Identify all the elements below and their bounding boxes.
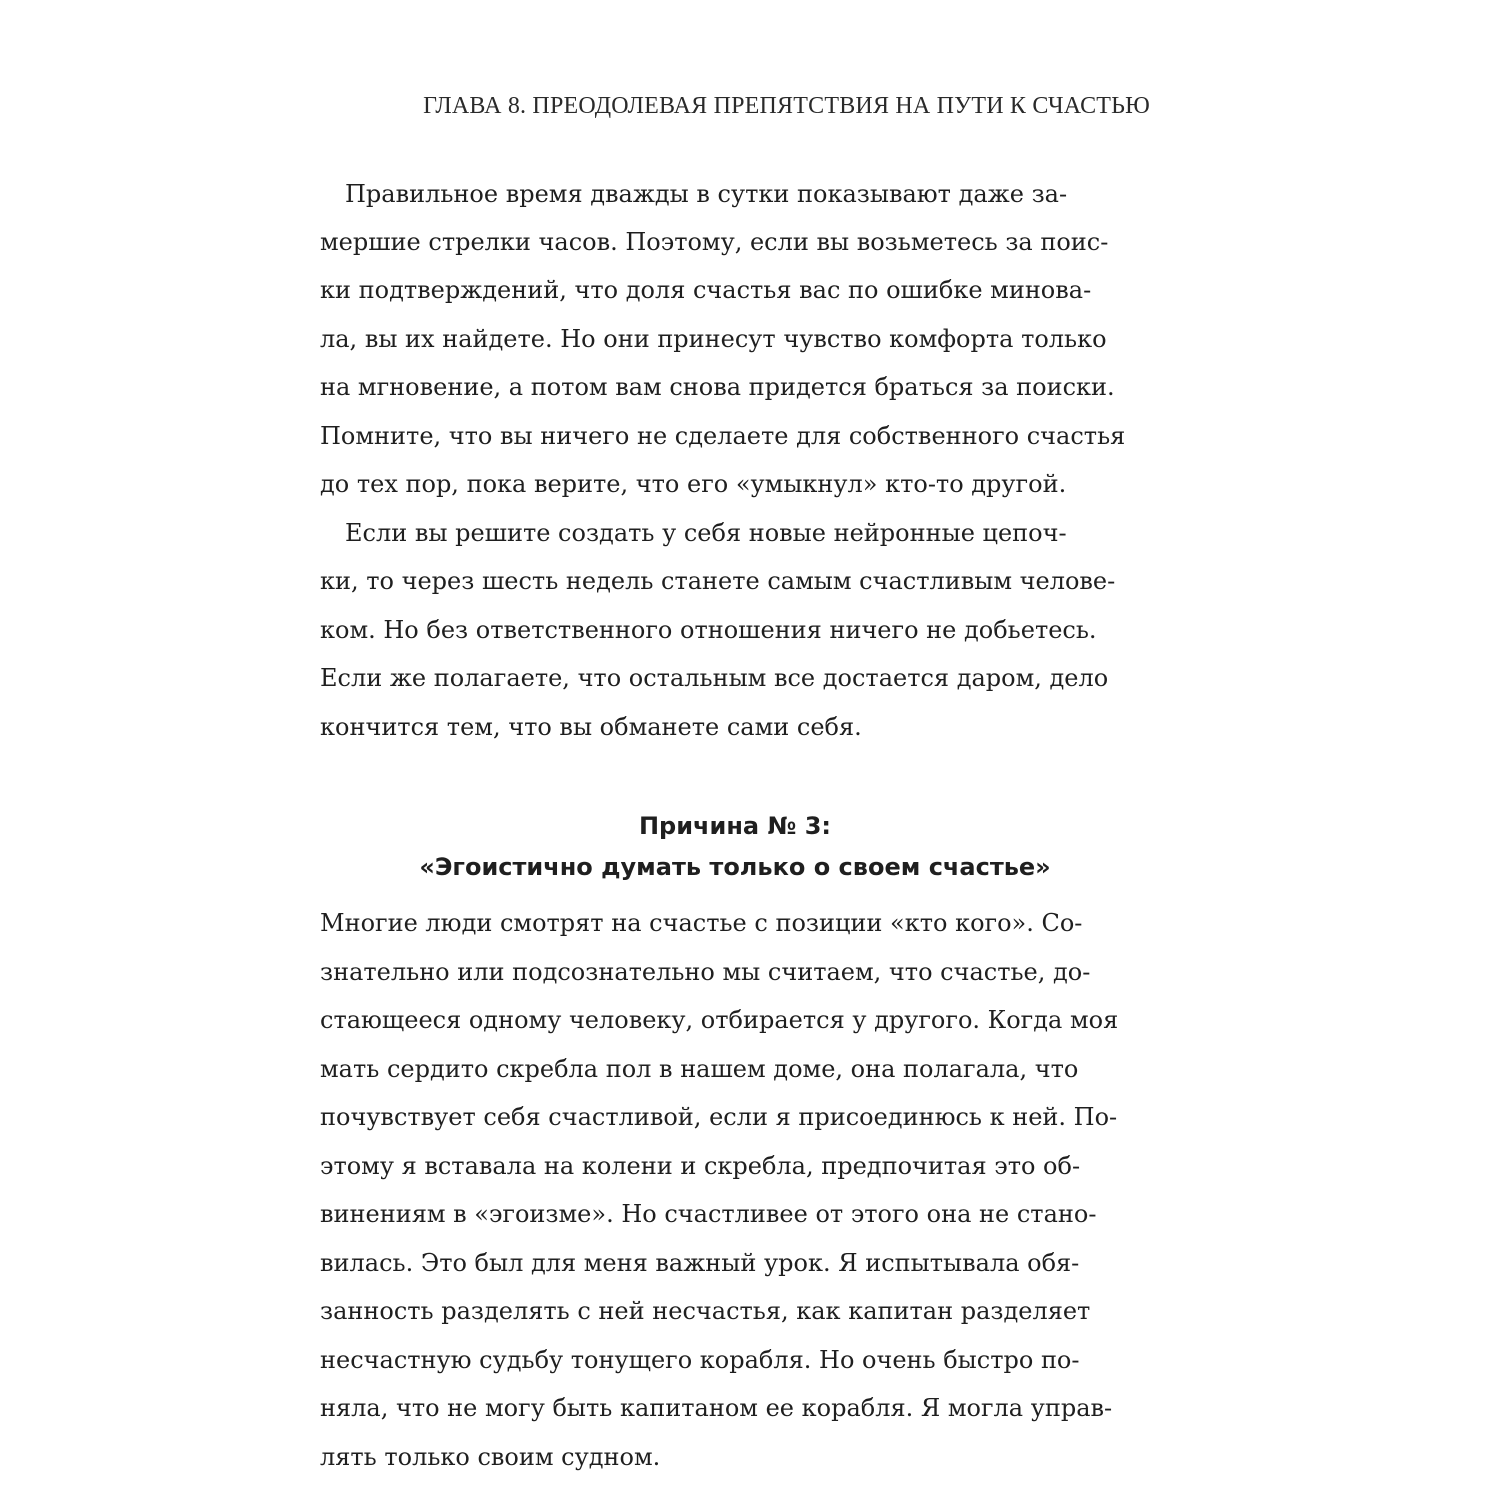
section-heading-line: «Эгоистично думать только о своем счастье» (419, 853, 1051, 881)
section-line: няла, что не могу быть капитаном ее корабля. Я могла управ- (320, 1394, 1113, 1422)
section-line: несчастную судьбу тонущего корабля. Но очень быстро по- (320, 1346, 1080, 1374)
section-heading-line: Причина № 3: (638, 812, 832, 840)
paragraph-line: Если же полагаете, что остальным все достается даром, дело (320, 664, 1109, 692)
section-line: Многие люди смотрят на счастье с позиции «кто кого». Со- (320, 909, 1083, 937)
paragraph-line: ки, то через шесть недель станете самым счастливым челове- (320, 567, 1116, 595)
section-line: почувствует себя счастливой, если я присоединюсь к ней. По- (320, 1103, 1118, 1131)
section-line: знательно или подсознательно мы считаем, что счастье, до- (320, 958, 1091, 986)
paragraph-line: ла, вы их найдете. Но они принесут чувство комфорта только (320, 325, 1107, 353)
section-line: этому я вставала на колени и скребла, предпочитая это об- (320, 1152, 1081, 1180)
section-line: занность разделять с ней несчастья, как капитан разделяет (320, 1297, 1091, 1325)
running-header: ГЛАВА 8. ПРЕОДОЛЕВАЯ ПРЕПЯТСТВИЯ НА ПУТИ К СЧАСТЬЮ (423, 93, 1150, 119)
paragraph-line: Если вы решите создать у себя новые нейронные цепоч- (345, 519, 1067, 547)
paragraph-line: мершие стрелки часов. Поэтому, если вы возьметесь за поис- (320, 228, 1109, 256)
paragraph-line: до тех пор, пока верите, что его «умыкнул» кто-то другой. (320, 470, 1067, 498)
paragraph-line: на мгновение, а потом вам снова придется браться за поиски. (320, 373, 1115, 401)
paragraph-line: ком. Но без ответственного отношения ничего не добьетесь. (320, 616, 1097, 644)
section-line: мать сердито скребла пол в нашем доме, она полагала, что (320, 1055, 1079, 1083)
section-line: стающееся одному человеку, отбирается у другого. Когда моя (320, 1006, 1119, 1034)
paragraph-line: Помните, что вы ничего не сделаете для собственного счастья (320, 422, 1126, 450)
section-line: вилась. Это был для меня важный урок. Я испытывала обя- (320, 1249, 1080, 1277)
section-line: лять только своим судном. (320, 1443, 661, 1471)
paragraph-line: кончится тем, что вы обманете сами себя. (320, 713, 862, 741)
paragraph-line: Правильное время дважды в сутки показывают даже за- (345, 180, 1068, 208)
paragraph-line: ки подтверждений, что доля счастья вас по ошибке минова- (320, 276, 1092, 304)
section-line: винениям в «эгоизме». Но счастливее от этого она не стано- (320, 1200, 1097, 1228)
